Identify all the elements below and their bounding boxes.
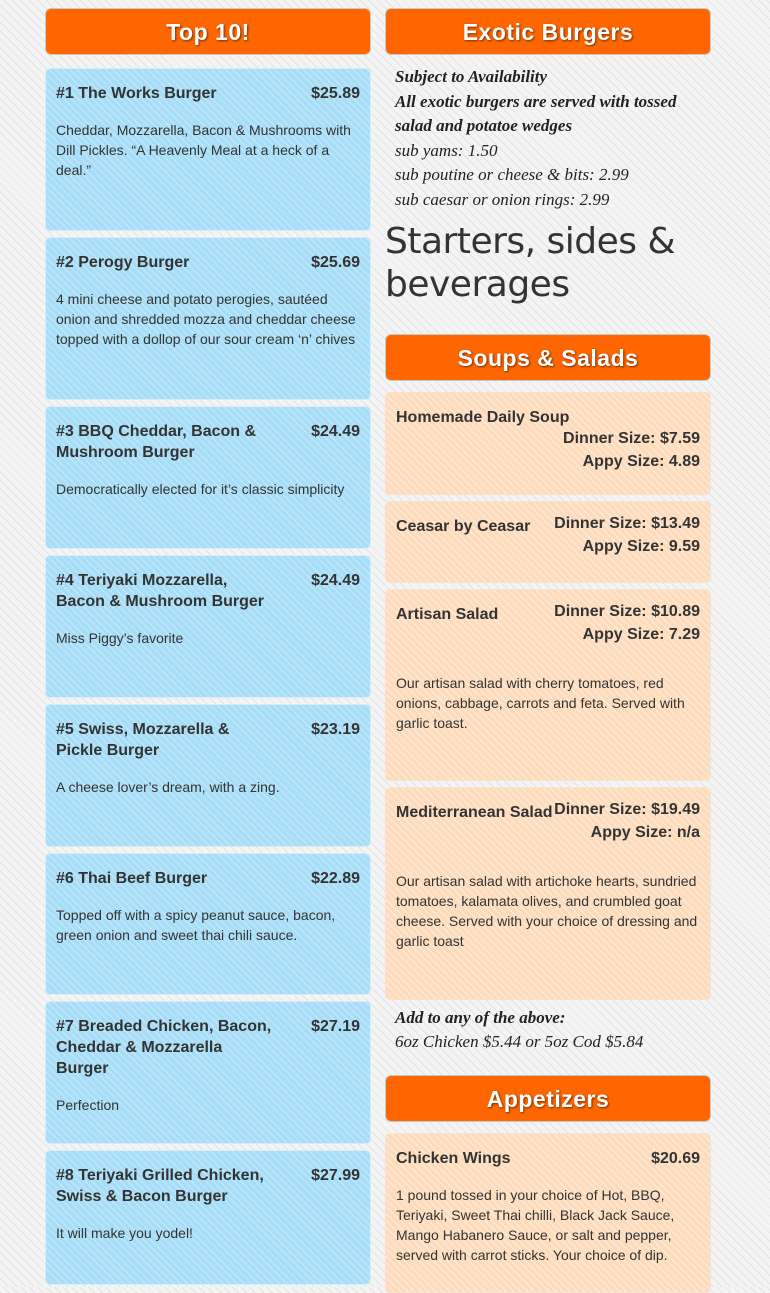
appetizer-item-price: $20.69 <box>651 1149 700 1167</box>
menu-item-card[interactable] <box>45 1150 371 1285</box>
menu-item-price: $25.69 <box>311 254 360 271</box>
appy-size-price: Appy Size: 9.59 <box>582 537 700 555</box>
dinner-size-price: Dinner Size: $10.89 <box>554 602 700 620</box>
soup-item-prices <box>554 798 700 844</box>
menu-item-title: #4 Teriyaki Mozzarella, Bacon & Mushroom Burger <box>56 572 265 610</box>
soups-header: Soups & Salads <box>385 334 711 381</box>
menu-item-price: $27.19 <box>311 1018 360 1035</box>
menu-item-title: #7 Breaded Chicken, Bacon, Cheddar & Mozzarella Burger <box>56 1018 272 1077</box>
dinner-size-price: Dinner Size: $19.49 <box>554 800 700 818</box>
menu-item-price: $27.99 <box>311 1167 360 1184</box>
soup-item-card[interactable] <box>385 392 711 495</box>
addon-title: Add to any of the above: <box>395 1007 566 1027</box>
menu-item-card[interactable] <box>45 1001 371 1144</box>
appy-size-price: Appy Size: 4.89 <box>582 452 700 470</box>
sub-option: sub yams: 1.50 <box>395 140 498 160</box>
menu-item-title: #2 Perogy Burger <box>56 254 190 271</box>
menu-item-price: $24.49 <box>311 572 360 589</box>
starters-heading: Starters, sides & beverages <box>385 220 676 305</box>
menu-item-description: Topped off with a spicy peanut sauce, bacon, green onion and sweet thai chili sauce. <box>56 907 336 943</box>
menu-item-description: It will make you yodel! <box>56 1225 193 1241</box>
soup-item-description: Our artisan salad with cherry tomatoes, red onions, cabbage, carrots and feta. Served with garlic toast. <box>396 674 685 731</box>
soup-item-card[interactable] <box>385 501 711 583</box>
right-column <box>385 8 711 1293</box>
menu-item-price: $22.89 <box>311 870 360 887</box>
menu-item-card[interactable] <box>45 555 371 698</box>
soup-item-card[interactable] <box>385 787 711 1000</box>
soup-item-prices <box>563 427 700 473</box>
soup-item-card[interactable] <box>385 589 711 781</box>
soup-item-title: Ceasar by Ceasar <box>396 517 531 535</box>
availability-note: Subject to Availability <box>395 67 548 86</box>
top10-column <box>45 8 371 1285</box>
appetizer-item-title: Chicken Wings <box>396 1149 511 1167</box>
appy-size-price: Appy Size: 7.29 <box>582 625 700 643</box>
menu-item-title: #8 Teriyaki Grilled Chicken, Swiss & Bacon Burger <box>56 1167 264 1205</box>
addon-text: 6oz Chicken $5.44 or 5oz Cod $5.84 <box>395 1032 644 1052</box>
menu-item-card[interactable] <box>45 406 371 549</box>
soup-item-description: Our artisan salad with artichoke hearts, sundried tomatoes, kalamata olives, and crumbled goat cheese. Served with your choice of dressing and garlic toast <box>396 872 698 949</box>
menu-item-card[interactable] <box>45 704 371 847</box>
appetizer-item-description: 1 pound tossed in your choice of Hot, BBQ, Teriyaki, Sweet Thai chilli, Black Jack Sauce, Mango Habanero Sauce, or salt and pepper, served with carrot sticks. Your choice of dip. <box>396 1186 675 1263</box>
menu-item-description: Perfection <box>56 1097 120 1113</box>
top10-header: Top 10! <box>45 8 371 55</box>
menu-item-price: $24.49 <box>311 423 360 440</box>
sub-option: sub poutine or cheese & bits: 2.99 <box>395 165 629 185</box>
menu-item-description: Miss Piggy’s favorite <box>56 630 184 646</box>
menu-item-price: $23.19 <box>311 721 360 738</box>
appetizer-item-card[interactable] <box>385 1133 711 1293</box>
menu-item-description: Democratically elected for it’s classic simplicity <box>56 481 345 497</box>
dinner-size-price: Dinner Size: $7.59 <box>563 429 700 447</box>
soup-item-prices <box>554 512 700 558</box>
menu-item-card[interactable] <box>45 237 371 400</box>
served-with-note: All exotic burgers are served with tossed salad and potatoe wedges <box>395 91 677 136</box>
dinner-size-price: Dinner Size: $13.49 <box>554 514 700 532</box>
menu-item-price: $25.89 <box>311 85 360 102</box>
exotic-header: Exotic Burgers <box>385 8 711 55</box>
menu-item-description: A cheese lover’s dream, with a zing. <box>56 779 280 795</box>
appy-size-price: Appy Size: n/a <box>590 823 700 841</box>
menu-item-title: #5 Swiss, Mozzarella & Pickle Burger <box>56 721 230 759</box>
soup-item-prices <box>554 600 700 646</box>
menu-item-description: Cheddar, Mozzarella, Bacon & Mushrooms with Dill Pickles. “A Heavenly Meal at a heck of a deal.” <box>56 122 351 178</box>
exotic-notes <box>385 65 711 213</box>
menu-item-title: #3 BBQ Cheddar, Bacon & Mushroom Burger <box>56 423 257 461</box>
sub-option: sub caesar or onion rings: 2.99 <box>395 189 610 209</box>
menu-item-title: #6 Thai Beef Burger <box>56 870 208 887</box>
soup-item-title: Artisan Salad <box>396 605 499 623</box>
soup-item-title: Mediterranean Salad <box>396 803 553 821</box>
soup-item-title: Homemade Daily Soup <box>396 408 570 426</box>
menu-item-card[interactable] <box>45 853 371 995</box>
menu-item-description: 4 mini cheese and potato perogies, sautéed onion and shredded mozza and cheddar cheese topped with a dollop of our sour cream ‘n’ chives <box>56 291 356 347</box>
appetizers-header: Appetizers <box>385 1075 711 1122</box>
menu-item-title: #1 The Works Burger <box>56 85 217 102</box>
menu-item-card[interactable] <box>45 68 371 231</box>
addon-note <box>385 1006 711 1055</box>
